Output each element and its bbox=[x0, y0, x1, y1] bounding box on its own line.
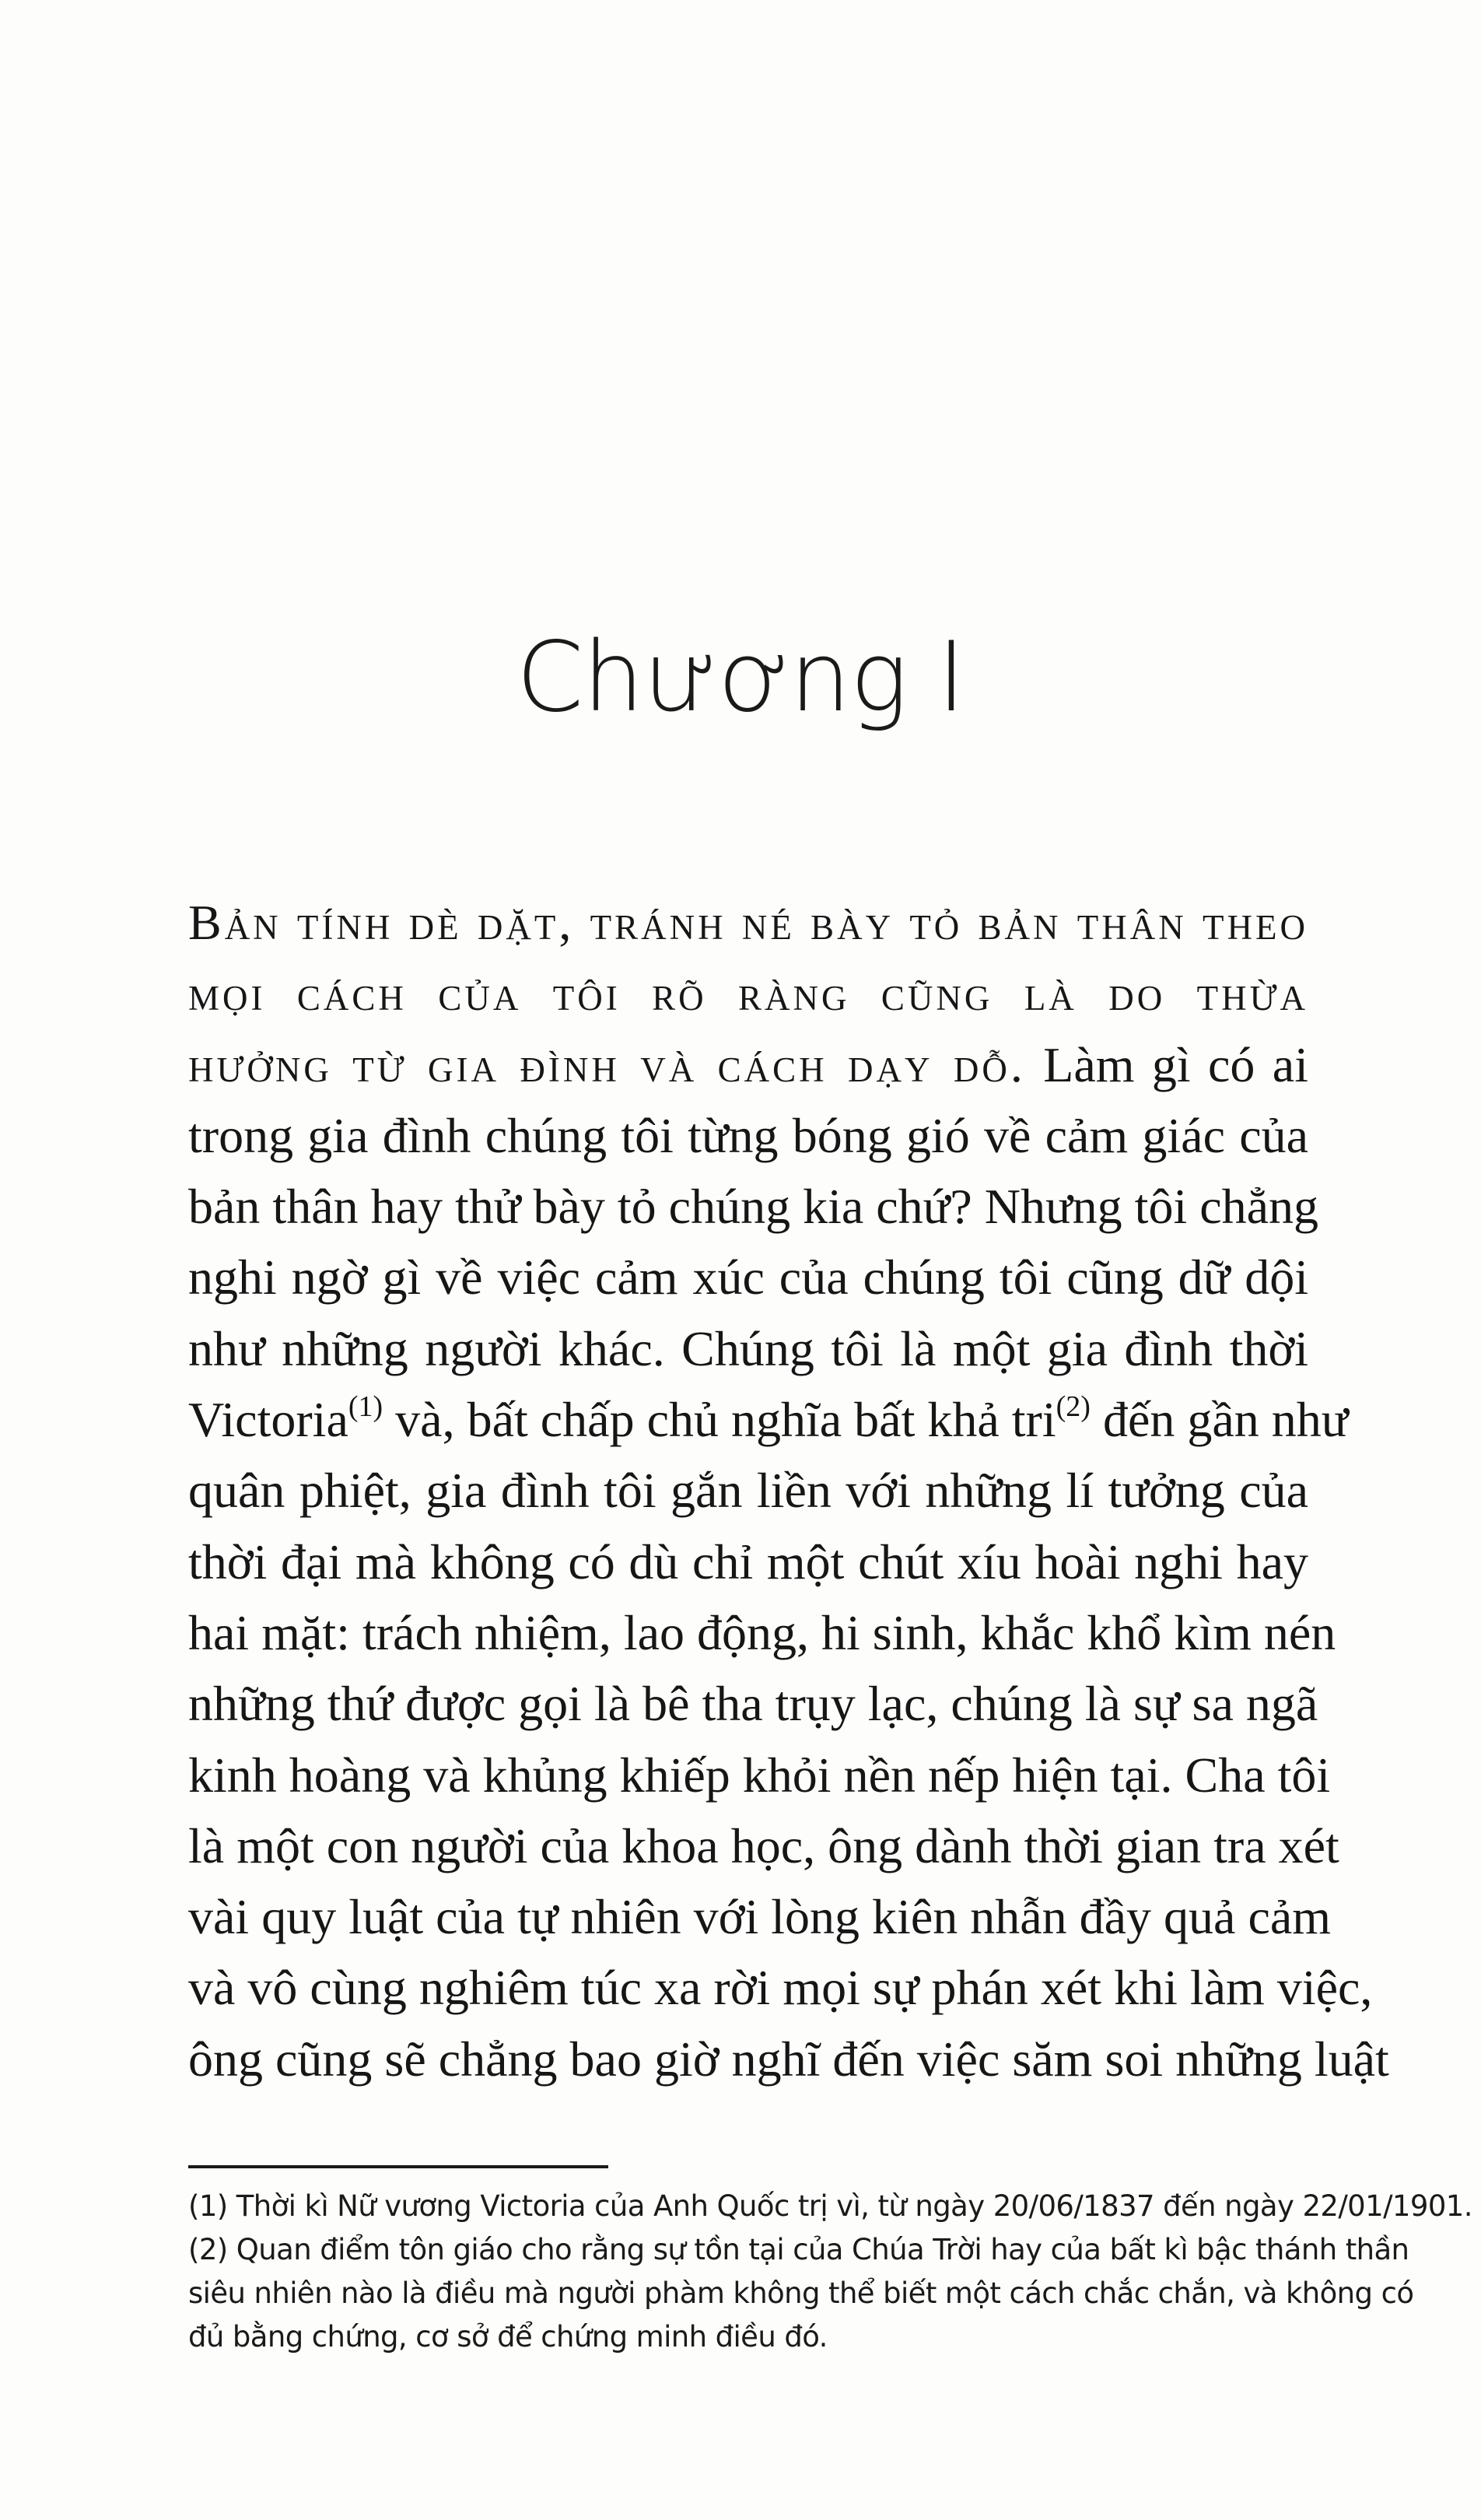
body-line: kinh hoàng và khủng khiếp khỏi nền nếp hiện tại. Cha tôi bbox=[188, 1747, 1331, 1803]
body-line: quân phiệt, gia đình tôi gắn liền với những lí tưởng của bbox=[188, 1463, 1308, 1519]
body-line-smallcaps: hưởng từ gia đình và cách dạy dỗ. bbox=[188, 1036, 1026, 1092]
body-line: vài quy luật của tự nhiên với lòng kiên nhẫn đầy quả cảm bbox=[188, 1889, 1332, 1945]
body-line: bản thân hay thử bày tỏ chúng kia chứ? Nhưng tôi chẳng bbox=[188, 1179, 1319, 1235]
footnote-ref-1[interactable]: (1) bbox=[348, 1390, 383, 1424]
body-line: hai mặt: trách nhiệm, lao động, hi sinh, khắc khổ kìm nén bbox=[188, 1604, 1336, 1660]
footnote-divider bbox=[188, 2165, 608, 2168]
footnote-2-line: (2) Quan điểm tôn giáo cho rằng sự tồn tại của Chúa Trời hay của bất kì bậc thánh thần bbox=[188, 2233, 1409, 2266]
body-line-tail: Làm gì có ai bbox=[1025, 1036, 1308, 1092]
body-line-mid: và, bất chấp chủ nghĩa bất khả tri bbox=[383, 1392, 1056, 1448]
body-line: nghi ngờ gì về việc cảm xúc của chúng tôi cũng dữ dội bbox=[188, 1249, 1308, 1306]
body-text bbox=[188, 887, 1389, 2094]
body-line-tail: đến gần như bbox=[1090, 1392, 1349, 1448]
footnote-2-line: siêu nhiên nào là điều mà người phàm không thể biết một cách chắc chắn, và không có bbox=[188, 2276, 1414, 2310]
body-line: trong gia đình chúng tôi từng bóng gió về cảm giác của bbox=[188, 1107, 1308, 1163]
body-line: Bản tính dè dặt, tránh né bày tỏ bản thân theo bbox=[188, 895, 1308, 950]
body-line: và vô cùng nghiêm túc xa rời mọi sự phán xét khi làm việc, bbox=[188, 1960, 1373, 2016]
footnote-1: (1) Thời kì Nữ vương Victoria của Anh Quốc trị vì, từ ngày 20/06/1837 đến ngày 22/01/1901. bbox=[188, 2189, 1472, 2223]
body-line: như những người khác. Chúng tôi là một gia đình thời bbox=[188, 1320, 1308, 1376]
body-line: là một con người của khoa học, ông dành thời gian tra xét bbox=[188, 1817, 1339, 1873]
body-line: mọi cách của tôi rõ ràng cũng là do thừa bbox=[188, 966, 1308, 1022]
footnotes bbox=[188, 2185, 1472, 2359]
footnote-ref-2[interactable]: (2) bbox=[1056, 1390, 1091, 1424]
body-line bbox=[188, 1384, 1349, 1455]
body-line-start: Victoria bbox=[188, 1392, 348, 1448]
chapter-title: Chương I bbox=[516, 622, 965, 734]
body-line: ông cũng sẽ chẳng bao giờ nghĩ đến việc săm soi những luật bbox=[188, 2031, 1389, 2087]
body-line: những thứ được gọi là bê tha trụy lạc, chúng là sự sa ngã bbox=[188, 1676, 1318, 1732]
footnote-2-line: đủ bằng chứng, cơ sở để chứng minh điều đó. bbox=[188, 2320, 828, 2354]
body-line bbox=[188, 1029, 1308, 1100]
body-line: thời đại mà không có dù chỉ một chút xíu hoài nghi hay bbox=[188, 1533, 1308, 1589]
